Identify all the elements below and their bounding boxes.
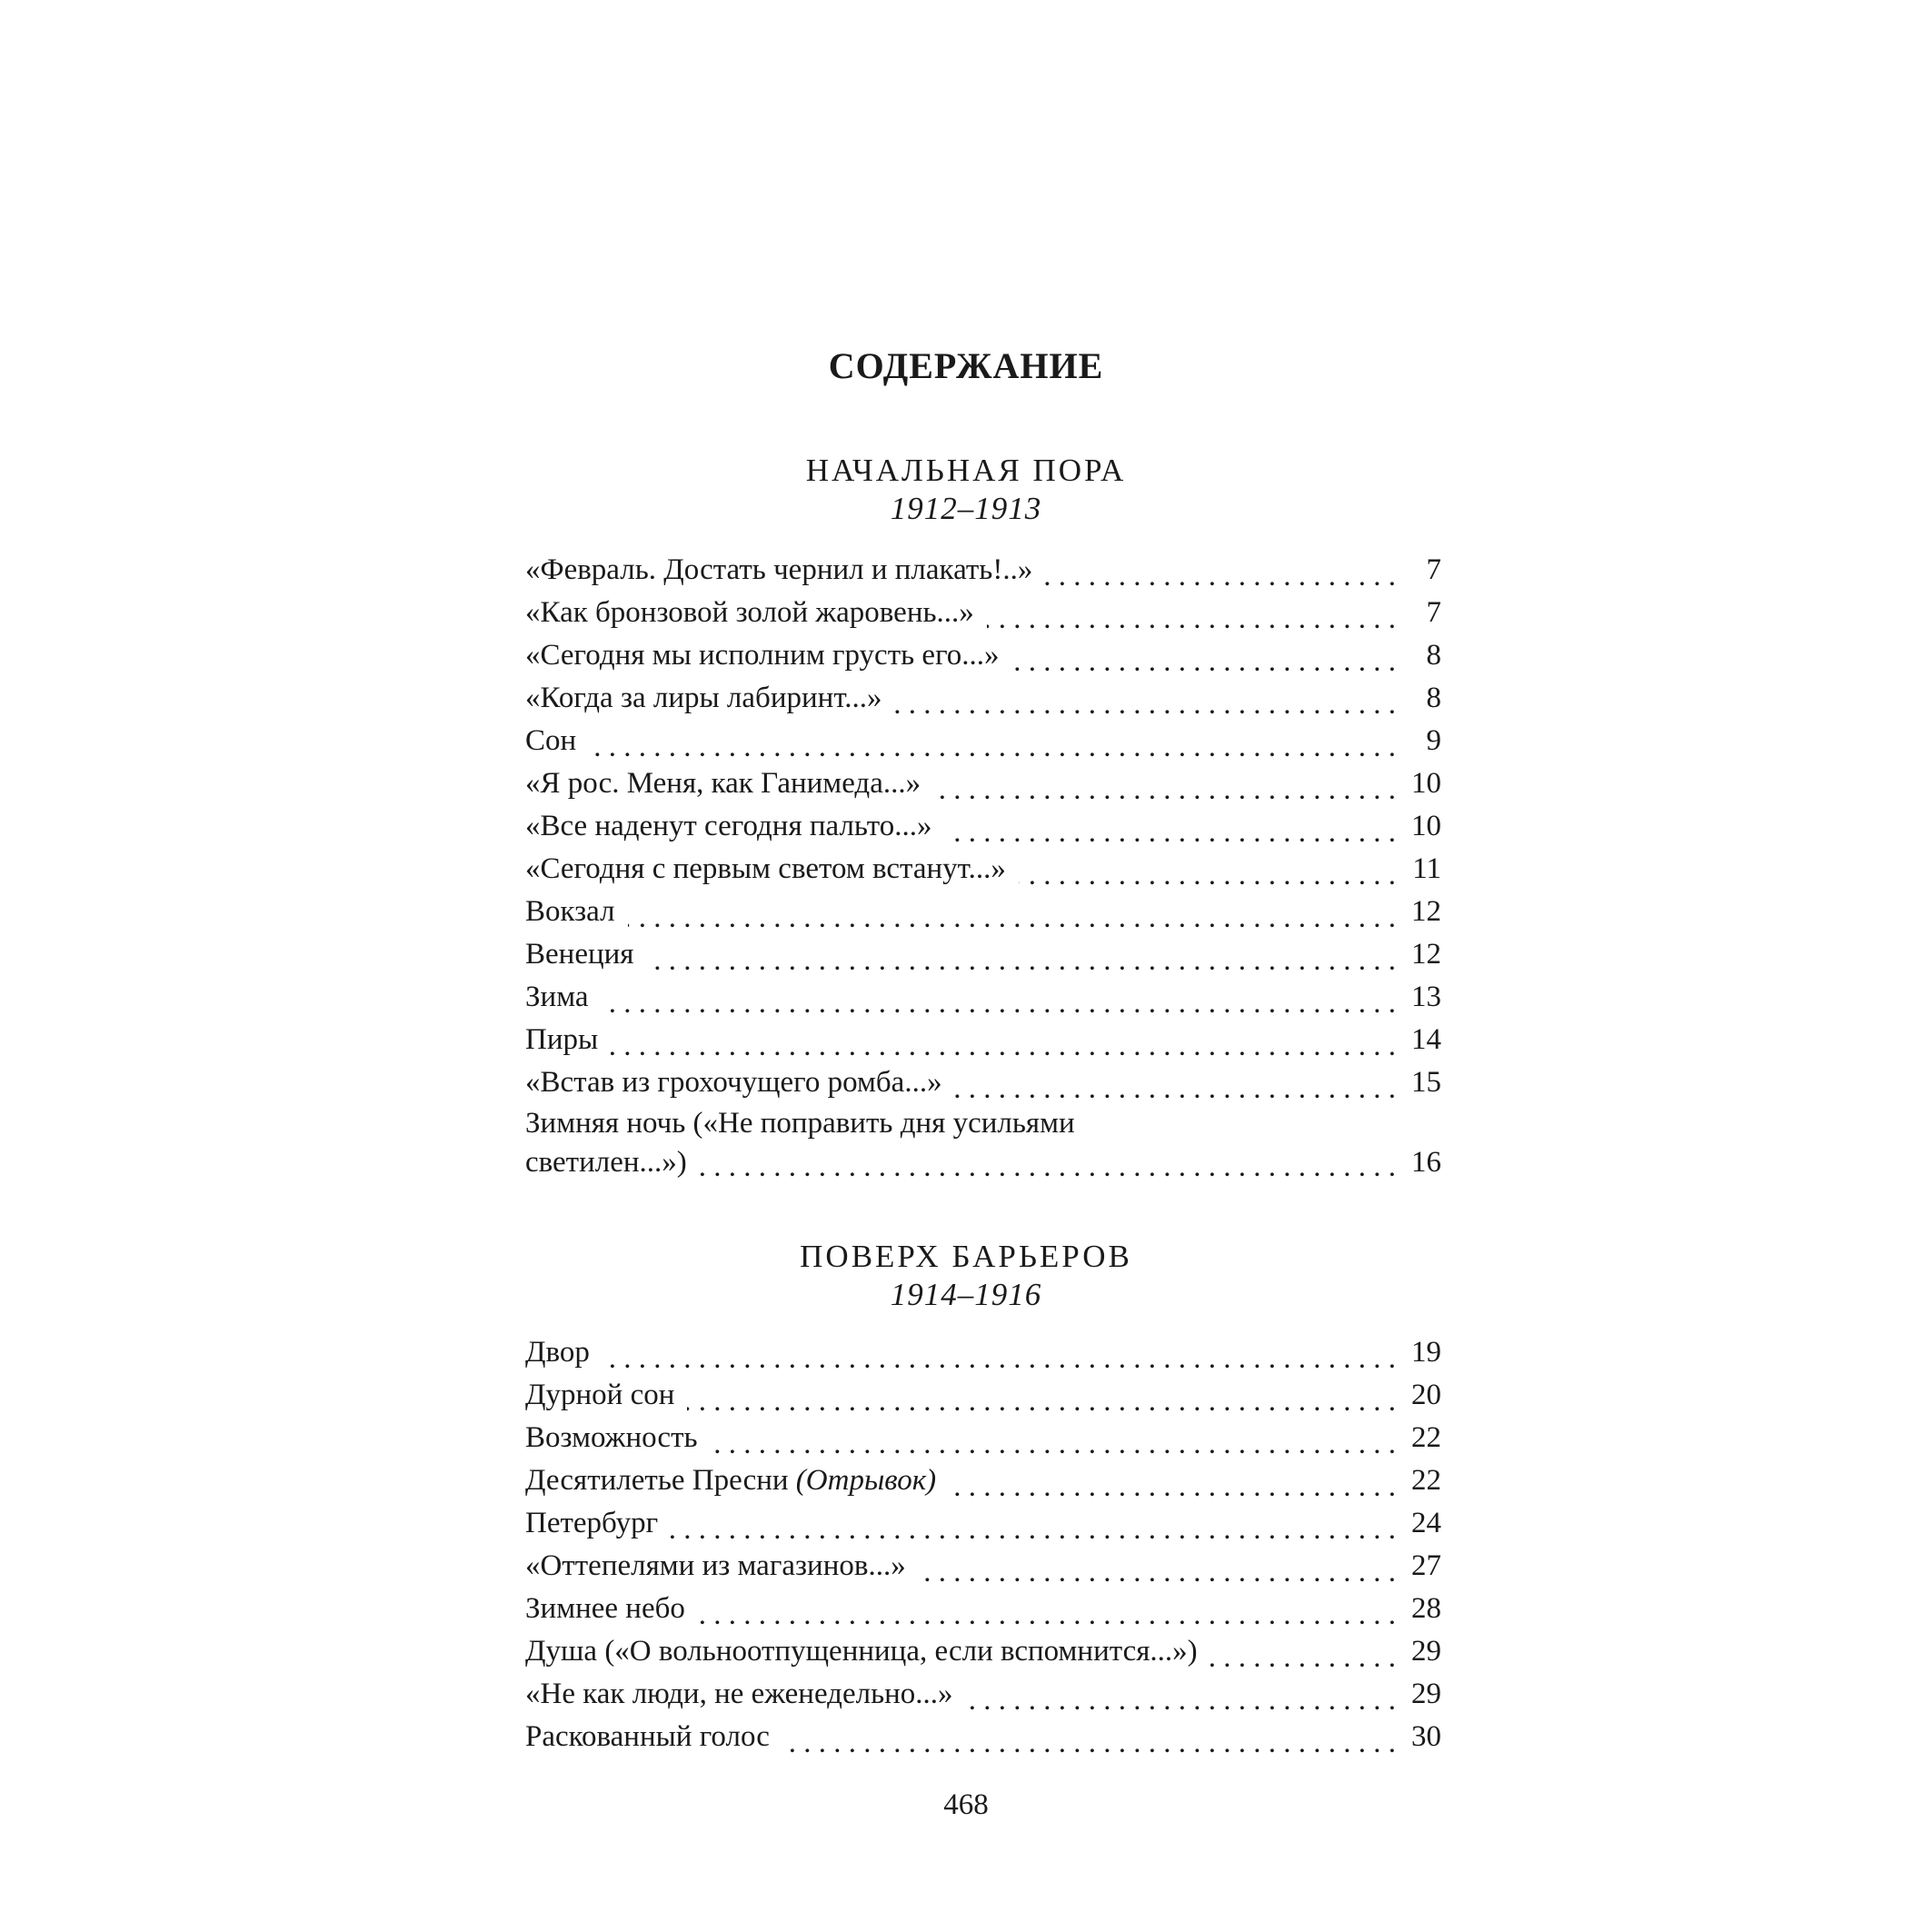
toc-entry[interactable]: [525, 1588, 1441, 1630]
dot-leader: [966, 1686, 1396, 1716]
dot-leader: [698, 1600, 1396, 1630]
toc-list-section-2: [525, 1331, 1441, 1758]
toc-entry-page: 16: [1411, 1146, 1441, 1179]
toc-entry-title: Душа («О вольноотпущенница, если вспомнится...»): [525, 1635, 1198, 1668]
toc-entry[interactable]: [525, 1502, 1441, 1545]
section-title: ПОВЕРХ БАРЬЕРОВ: [800, 1239, 1132, 1274]
toc-entry-title: Вокзал: [525, 895, 615, 928]
dot-leader: [895, 690, 1396, 720]
toc-entry-page: 19: [1411, 1336, 1441, 1369]
dot-leader: [671, 1515, 1396, 1545]
section-years: 1914–1916: [890, 1277, 1042, 1312]
dot-leader: [1210, 1643, 1396, 1673]
toc-entry-page: 12: [1411, 938, 1441, 971]
toc-entry-page: 8: [1426, 639, 1441, 672]
toc-list-section-1: [525, 549, 1441, 1182]
toc-entry-page: 29: [1411, 1635, 1441, 1668]
toc-entry-title: [525, 1459, 936, 1502]
toc-entry-page: 22: [1411, 1464, 1441, 1497]
section-title: НАЧАЛЬНАЯ ПОРА: [805, 453, 1127, 488]
toc-entry-page: 29: [1411, 1678, 1441, 1710]
dot-leader: [1045, 562, 1396, 592]
toc-entry-title-line-2: светилен...»): [525, 1146, 687, 1179]
toc-entry[interactable]: [525, 720, 1441, 762]
toc-entry-title: «Не как люди, не еженедельно...»: [525, 1678, 953, 1710]
dot-leader: [603, 1344, 1396, 1374]
toc-entry-page: 9: [1426, 724, 1441, 757]
dot-leader: [646, 946, 1396, 976]
toc-entry-page: 14: [1411, 1023, 1441, 1056]
toc-entry[interactable]: [525, 1104, 1441, 1182]
toc-entry-title: Пиры: [525, 1023, 599, 1056]
toc-entry[interactable]: [525, 1417, 1441, 1459]
toc-entry[interactable]: [525, 549, 1441, 592]
toc-entry[interactable]: [525, 805, 1441, 848]
toc-entry[interactable]: [525, 1545, 1441, 1588]
toc-entry-title: Дурной сон: [525, 1379, 675, 1411]
section-header-nachalnaya-pora: [0, 452, 1932, 528]
toc-entry-title-italic: (Отрывок): [795, 1464, 937, 1497]
toc-entry[interactable]: [525, 1459, 1441, 1502]
dot-leader: [589, 732, 1396, 762]
dot-leader: [933, 775, 1396, 805]
toc-entry[interactable]: [525, 762, 1441, 805]
toc-entry[interactable]: [525, 1019, 1441, 1061]
toc-entry-title: Двор: [525, 1336, 590, 1369]
dot-leader: [987, 604, 1396, 634]
toc-entry[interactable]: [525, 1673, 1441, 1716]
toc-entry-page: 27: [1411, 1549, 1441, 1582]
dot-leader: [711, 1429, 1396, 1459]
toc-entry-title: «Я рос. Меня, как Ганимеда...»: [525, 767, 921, 800]
toc-entry-title: Сон: [525, 724, 577, 757]
section-years: 1912–1913: [890, 491, 1042, 526]
toc-entry-page: 13: [1411, 981, 1441, 1013]
section-header-poverkh-barerov: [0, 1238, 1932, 1314]
dot-leader: [949, 1472, 1396, 1502]
toc-entry-page: 7: [1426, 596, 1441, 629]
toc-entry[interactable]: [525, 976, 1441, 1019]
toc-entry-page: 7: [1426, 553, 1441, 586]
toc-entry-page: 15: [1411, 1066, 1441, 1099]
dot-leader: [919, 1558, 1396, 1588]
toc-entry-title: Зимнее небо: [525, 1592, 685, 1625]
toc-entry-page: 10: [1411, 767, 1441, 800]
toc-entry[interactable]: [525, 634, 1441, 677]
toc-entry[interactable]: [525, 848, 1441, 891]
toc-entry-page: 30: [1411, 1720, 1441, 1753]
toc-entry-title: Петербург: [525, 1507, 659, 1539]
toc-entry-page: 20: [1411, 1379, 1441, 1411]
toc-entry-title-line-1: Зимняя ночь («Не поправить дня усильями: [525, 1107, 1075, 1140]
dot-leader: [955, 1074, 1396, 1104]
toc-entry-title: «Оттепелями из магазинов...»: [525, 1549, 906, 1582]
toc-entry-page: 22: [1411, 1421, 1441, 1454]
dot-leader: [782, 1728, 1396, 1758]
dot-leader: [687, 1387, 1396, 1417]
toc-entry-page: 12: [1411, 895, 1441, 928]
dot-leader: [611, 1031, 1396, 1061]
page-number: 468: [943, 1788, 989, 1821]
toc-entry-title: «Встав из грохочущего ромба...»: [525, 1066, 942, 1099]
dot-leader: [602, 989, 1397, 1019]
toc-entry-page: 8: [1426, 682, 1441, 714]
toc-entry-second-line: [525, 1143, 1441, 1182]
toc-entry-title: Венеция: [525, 938, 634, 971]
toc-entry[interactable]: [525, 677, 1441, 720]
dot-leader: [628, 903, 1396, 933]
dot-leader: [944, 818, 1396, 848]
toc-entry-page: 11: [1412, 852, 1441, 885]
toc-entry[interactable]: [525, 592, 1441, 634]
toc-entry[interactable]: [525, 1630, 1441, 1673]
page-title: СОДЕРЖАНИЕ: [828, 345, 1104, 386]
toc-entry-page: 28: [1411, 1592, 1441, 1625]
toc-entry-page: 10: [1411, 810, 1441, 842]
toc-entry-title: «Сегодня мы исполним грусть его...»: [525, 639, 1000, 672]
dot-leader: [1012, 647, 1396, 677]
toc-entry-title: Возможность: [525, 1421, 698, 1454]
toc-entry-title: Зима: [525, 981, 589, 1013]
toc-entry-title: Раскованный голос: [525, 1720, 770, 1753]
toc-entry[interactable]: [525, 1061, 1441, 1104]
toc-entry-title: «Сегодня с первым светом встанут...»: [525, 852, 1006, 885]
toc-entry-title: «Как бронзовой золой жаровень...»: [525, 596, 974, 629]
toc-entry-title: «Когда за лиры лабиринт...»: [525, 682, 882, 714]
dot-leader: [700, 1152, 1396, 1182]
toc-entry-title-main: Десятилетье Пресни: [525, 1464, 789, 1497]
dot-leader: [1019, 861, 1396, 891]
toc-entry[interactable]: [525, 1716, 1441, 1758]
toc-entry-title: «Все наденут сегодня пальто...»: [525, 810, 932, 842]
toc-entry[interactable]: [525, 933, 1441, 976]
toc-entry-page: 24: [1411, 1507, 1441, 1539]
toc-entry-title: «Февраль. Достать чернил и плакать!..»: [525, 553, 1033, 586]
toc-entry[interactable]: [525, 1374, 1441, 1417]
toc-entry[interactable]: [525, 891, 1441, 933]
toc-entry[interactable]: [525, 1331, 1441, 1374]
